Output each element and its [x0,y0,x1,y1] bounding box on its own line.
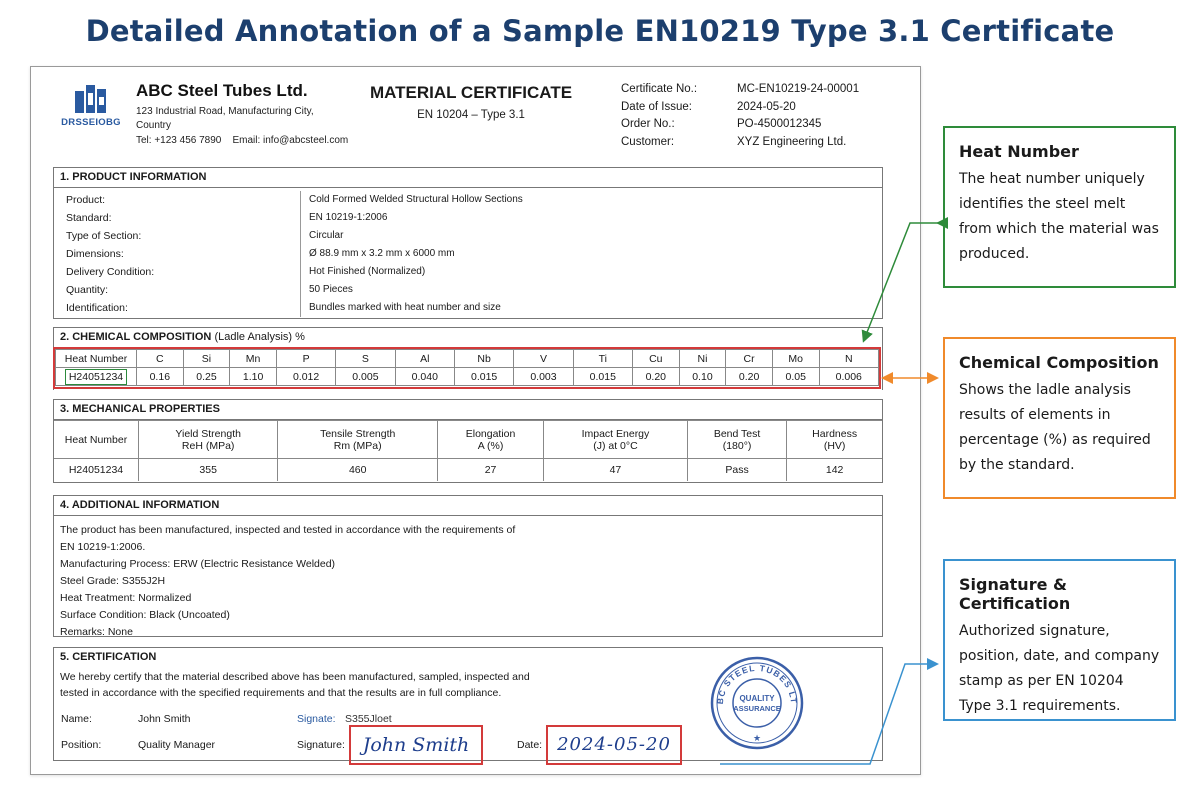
page-title: Detailed Annotation of a Sample EN10219 Type 3.1 Certificate [85,14,1115,48]
name-label: Name: [61,713,92,725]
certificate-title: MATERIAL CERTIFICATE [369,83,573,102]
product-value: Hot Finished (Normalized) [309,266,426,277]
product-value: Bundles marked with heat number and size [309,302,501,313]
mech-value-cell: Pass [687,459,786,481]
chem-header-cell: N [819,350,878,368]
stamp-center-line-1: QUALITY [739,694,775,703]
chem-header-cell: Mn [230,350,277,368]
chemical-heading: 2. CHEMICAL COMPOSITION [60,331,212,343]
chem-value-cell: 0.20 [726,368,773,386]
chem-value-cell: 0.015 [573,368,632,386]
mech-header-line: Bend Test [713,427,761,440]
meta-value: XYZ Engineering Ltd. [737,135,847,148]
chem-value-cell: 0.20 [632,368,679,386]
product-key: Standard: [54,209,301,227]
additional-line: Steel Grade: S355J2H [60,575,166,587]
mech-header-line: Impact Energy [581,427,650,440]
chem-value-cell: 0.003 [514,368,573,386]
chem-value-cell: 0.005 [336,368,395,386]
mech-header-unit: ReH (MPa) [181,439,235,452]
chem-value-cell: 0.05 [772,368,819,386]
chem-header-cell: Ni [679,350,726,368]
additional-line: Surface Condition: Black (Uncoated) [60,609,230,621]
mech-header-unit: A (%) [477,439,504,452]
product-value: 50 Pieces [309,284,353,295]
annotation-text: Authorized signature, position, date, and company stamp as per EN 10204 Type 3.1 requirements. [959,623,1160,714]
product-value: Ø 88.9 mm x 3.2 mm x 6000 mm [309,248,455,259]
chem-header-cell: P [276,350,335,368]
meta-key: Certificate No.: [621,83,698,95]
certificate-subtitle: EN 10204 – Type 3.1 [417,109,525,121]
mech-value-cell: 460 [278,459,438,481]
mech-header-unit: (J) at 0°C [593,439,638,452]
chem-header-cell: C [137,350,184,368]
meta-value: PO-4500012345 [737,118,822,130]
signature-handwriting: John Smith [362,734,470,756]
additional-line: The product has been manufactured, inspected and tested in accordance with the requirements of [60,524,516,536]
annotation-title: Signature & Certification [959,575,1071,613]
company-name: ABC Steel Tubes Ltd. [136,81,308,100]
date-label: Date: [517,739,543,751]
chem-value-cell: 0.16 [137,368,184,386]
chem-header-cell: Nb [454,350,513,368]
chem-header-cell: Ti [573,350,632,368]
additional-line: EN 10219-1:2006. [60,541,146,553]
position-value: Quality Manager [138,739,216,751]
product-value: Cold Formed Welded Structural Hollow Sections [309,194,523,205]
product-key: Quantity: [54,281,301,299]
mech-header-line: Hardness [812,427,858,440]
product-key: Delivery Condition: [54,263,301,281]
annotation-text: Shows the ladle analysis results of elements in percentage (%) as required by the standard. [959,382,1151,473]
certification-line: We hereby certify that the material described above has been manufactured, sampled, inspected and [60,671,530,683]
chemical-heading-note: (Ladle Analysis) % [214,331,305,343]
chem-value-cell: 0.012 [276,368,335,386]
chem-value-cell: 0.25 [183,368,230,386]
chem-header-cell: Cu [632,350,679,368]
signature-connector [720,664,936,764]
chem-value-cell: 0.040 [395,368,454,386]
additional-line: Remarks: None [60,626,133,638]
chem-header-cell: V [514,350,573,368]
chem-header-cell: Cr [726,350,773,368]
heat-number-highlight: H24051234 [65,369,127,385]
meta-value: MC-EN10219-24-00001 [737,83,860,95]
signate-value: S355Jloet [345,713,392,725]
annotation-text: The heat number uniquely identifies the steel melt from which the material was produced. [959,171,1159,262]
mech-header-cell: Heat Number [54,421,139,459]
name-value: John Smith [138,713,191,725]
chem-value-cell: 0.10 [679,368,726,386]
section-heading: 1. PRODUCT INFORMATION [54,168,882,188]
chem-value-cell: 0.015 [454,368,513,386]
meta-value: 2024-05-20 [737,100,796,113]
chem-value-cell: 0.006 [819,368,878,386]
mech-header-unit: (180°) [722,439,752,452]
mech-value-cell: 355 [139,459,278,481]
signature-label: Signature: [297,739,345,751]
meta-key: Date of Issue: [621,100,692,113]
chem-header-cell: S [336,350,395,368]
stamp-ring-text: BC STEEL TUBES LT [714,662,800,705]
mech-value-cell: H24051234 [54,459,139,481]
additional-line: Heat Treatment: Normalized [60,592,192,604]
position-label: Position: [61,739,102,751]
mech-header-unit: Rm (MPa) [333,439,382,452]
logo-text: DRSSEIOBG [61,117,121,128]
chem-header-cell: Si [183,350,230,368]
date-handwriting: 2024-05-20 [557,734,671,755]
product-key: Product: [54,191,301,209]
product-key: Type of Section: [54,227,301,245]
meta-key: Customer: [621,135,675,148]
mech-header-line: Elongation [465,427,516,440]
chem-header-cell: Heat Number [56,350,137,368]
mech-value-cell: 27 [438,459,544,481]
product-key: Dimensions: [54,245,301,263]
heat-number-connector [864,223,939,340]
company-address-line-1: 123 Industrial Road, Manufacturing City, [136,106,314,117]
meta-key: Order No.: [621,118,675,130]
mech-value-cell: 47 [544,459,688,481]
stamp-center-line-2: ASSURANCE [733,704,781,713]
section-heading: 3. MECHANICAL PROPERTIES [54,400,882,420]
annotation-title: Chemical Composition [959,353,1159,372]
section-heading: 5. CERTIFICATION [60,651,157,663]
signate-label: Signate: [297,713,336,725]
mech-value-cell: 142 [787,459,882,481]
additional-line: Manufacturing Process: ERW (Electric Resistance Welded) [60,558,336,570]
stamp-star-icon: ★ [752,734,762,744]
section-heading: 4. ADDITIONAL INFORMATION [54,496,882,516]
mech-header-line: Yield Strength [175,427,241,440]
company-contact: Tel: +123 456 7890 Email: info@abcsteel.com [136,135,349,146]
mech-header-line: Tensile Strength [320,427,396,440]
chem-header-cell: Mo [772,350,819,368]
company-address-line-2: Country [136,120,172,131]
chem-header-cell: Al [395,350,454,368]
product-value: EN 10219-1:2006 [309,212,388,223]
annotation-title: Heat Number [959,142,1079,161]
mech-header-unit: (HV) [823,439,846,452]
product-key: Identification: [54,299,301,317]
certification-line: tested in accordance with the specified requirements and that the results are in full compliance. [60,687,502,699]
product-value: Circular [309,230,344,241]
chem-value-cell: 1.10 [230,368,277,386]
